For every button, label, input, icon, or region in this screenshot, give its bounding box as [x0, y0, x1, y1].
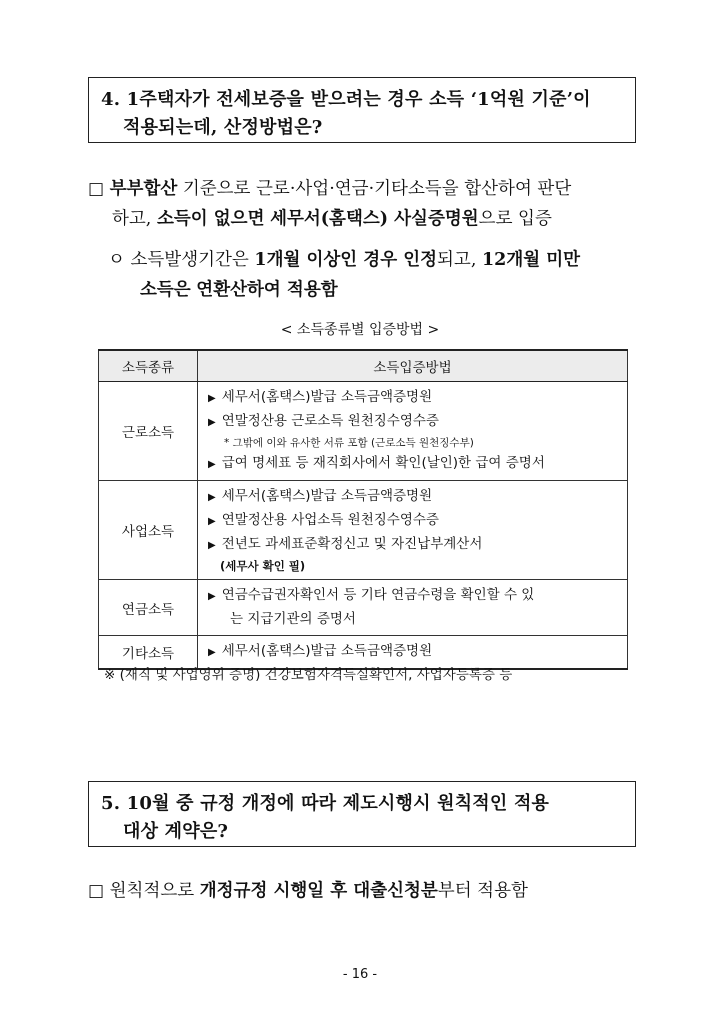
- p2-line2-pre: 소득은: [140, 280, 191, 300]
- answer-5-paragraph: [88, 876, 648, 906]
- list-item: 연말정산용 사업소득 원천징수영수증: [221, 512, 439, 528]
- list-item: 세무서(홈택스)발급 소득금액증명원: [221, 389, 433, 405]
- list-item-note: * 그밖에 이와 유사한 서류 포함 (근로소득 원천징수부): [224, 437, 474, 449]
- income-evidence-table: [98, 349, 628, 670]
- table-header-row: [99, 350, 628, 382]
- question-5-line1: 5. 10월 중 규정 개정에 따라 제도시행시 원칙적인 적용: [101, 793, 550, 814]
- items-cell: [198, 580, 628, 636]
- list-item: 세무서(홈택스)발급 소득금액증명원: [221, 488, 433, 504]
- list-item: 전년도 과세표준확정신고 및 자진납부계산서: [221, 536, 483, 552]
- category-cell: 기타소득: [99, 636, 198, 670]
- triangle-right-icon: ▶: [208, 393, 216, 404]
- p1-bold-couple: 부부합산: [109, 179, 178, 199]
- p1-bold-certificate: 세무서(홈택스) 사실증명원: [270, 209, 479, 229]
- list-item: 연금수급권자확인서 등 기타 연금수령을 확인할 수 있: [221, 587, 535, 603]
- checkbox-icon: □: [88, 179, 105, 199]
- answer-4-paragraph-2: [108, 245, 648, 305]
- checkbox-icon: □: [88, 881, 105, 901]
- triangle-right-icon: ▶: [208, 516, 216, 527]
- p3-bold: 개정규정 시행일 후 대출신청분: [199, 881, 438, 901]
- table-row: [99, 481, 628, 580]
- category-cell: 연금소득: [99, 580, 198, 636]
- question-5-box: [88, 781, 636, 847]
- p3-post: 부터 적용함: [437, 881, 528, 901]
- table-footnote: ※ (재직 및 사업영위 증명) 건강보험자격득실확인서, 사업자등록증 등: [104, 667, 513, 683]
- triangle-right-icon: ▶: [208, 492, 216, 503]
- p2-bold-period: 1개월 이상인 경우 인정: [254, 250, 438, 270]
- question-4-box: [88, 77, 636, 143]
- list-item-note: (세무사 확인 필): [220, 559, 306, 573]
- list-item: 급여 명세표 등 재직회사에서 확인(날인)한 급여 증명서: [221, 455, 545, 471]
- p1-line2-pre: 하고,: [112, 209, 152, 229]
- p1-line2-post: 으로 입증: [478, 209, 552, 229]
- page-number: - 16 -: [342, 967, 378, 982]
- p1-line1-text: 기준으로 근로·사업·연금·기타소득을 합산하여 판단: [182, 179, 572, 199]
- list-item-continuation: 는 지급기관의 증명서: [230, 611, 356, 627]
- triangle-right-icon: ▶: [208, 647, 216, 658]
- triangle-right-icon: ▶: [208, 591, 216, 602]
- p2-line2-post: 연환산하여 적용함: [196, 280, 338, 300]
- p2-line1-mid: 되고,: [437, 250, 477, 270]
- circle-bullet-icon: ㅇ: [108, 250, 125, 270]
- question-4-line2: 적용되는데, 산정방법은?: [123, 117, 323, 138]
- p3-pre: 원칙적으로: [109, 881, 195, 901]
- list-item: 연말정산용 근로소득 원천징수영수증: [221, 413, 439, 429]
- table-row: [99, 382, 628, 481]
- question-4-line1: 4. 1주택자가 전세보증을 받으려는 경우 소득 ‘1억원 기준’이: [101, 89, 591, 110]
- category-cell: 사업소득: [99, 481, 198, 580]
- p2-line1-pre: 소득발생기간은: [130, 250, 249, 270]
- p1-bold-noincome: 소득이 없으면: [156, 209, 265, 229]
- items-cell: [198, 382, 628, 481]
- list-item: 세무서(홈택스)발급 소득금액증명원: [221, 643, 433, 659]
- answer-4-paragraph-1: [88, 174, 648, 234]
- triangle-right-icon: ▶: [208, 540, 216, 551]
- triangle-right-icon: ▶: [208, 459, 216, 470]
- table-caption: < 소득종류별 입증방법 >: [280, 322, 440, 338]
- question-5-line2: 대상 계약은?: [123, 821, 229, 842]
- header-evidence-method: 소득입증방법: [198, 350, 628, 382]
- items-cell: [198, 481, 628, 580]
- category-cell: 근로소득: [99, 382, 198, 481]
- p2-bold-12months: 12개월 미만: [481, 250, 581, 270]
- header-income-type: 소득종류: [99, 350, 198, 382]
- table-row: [99, 580, 628, 636]
- triangle-right-icon: ▶: [208, 417, 216, 428]
